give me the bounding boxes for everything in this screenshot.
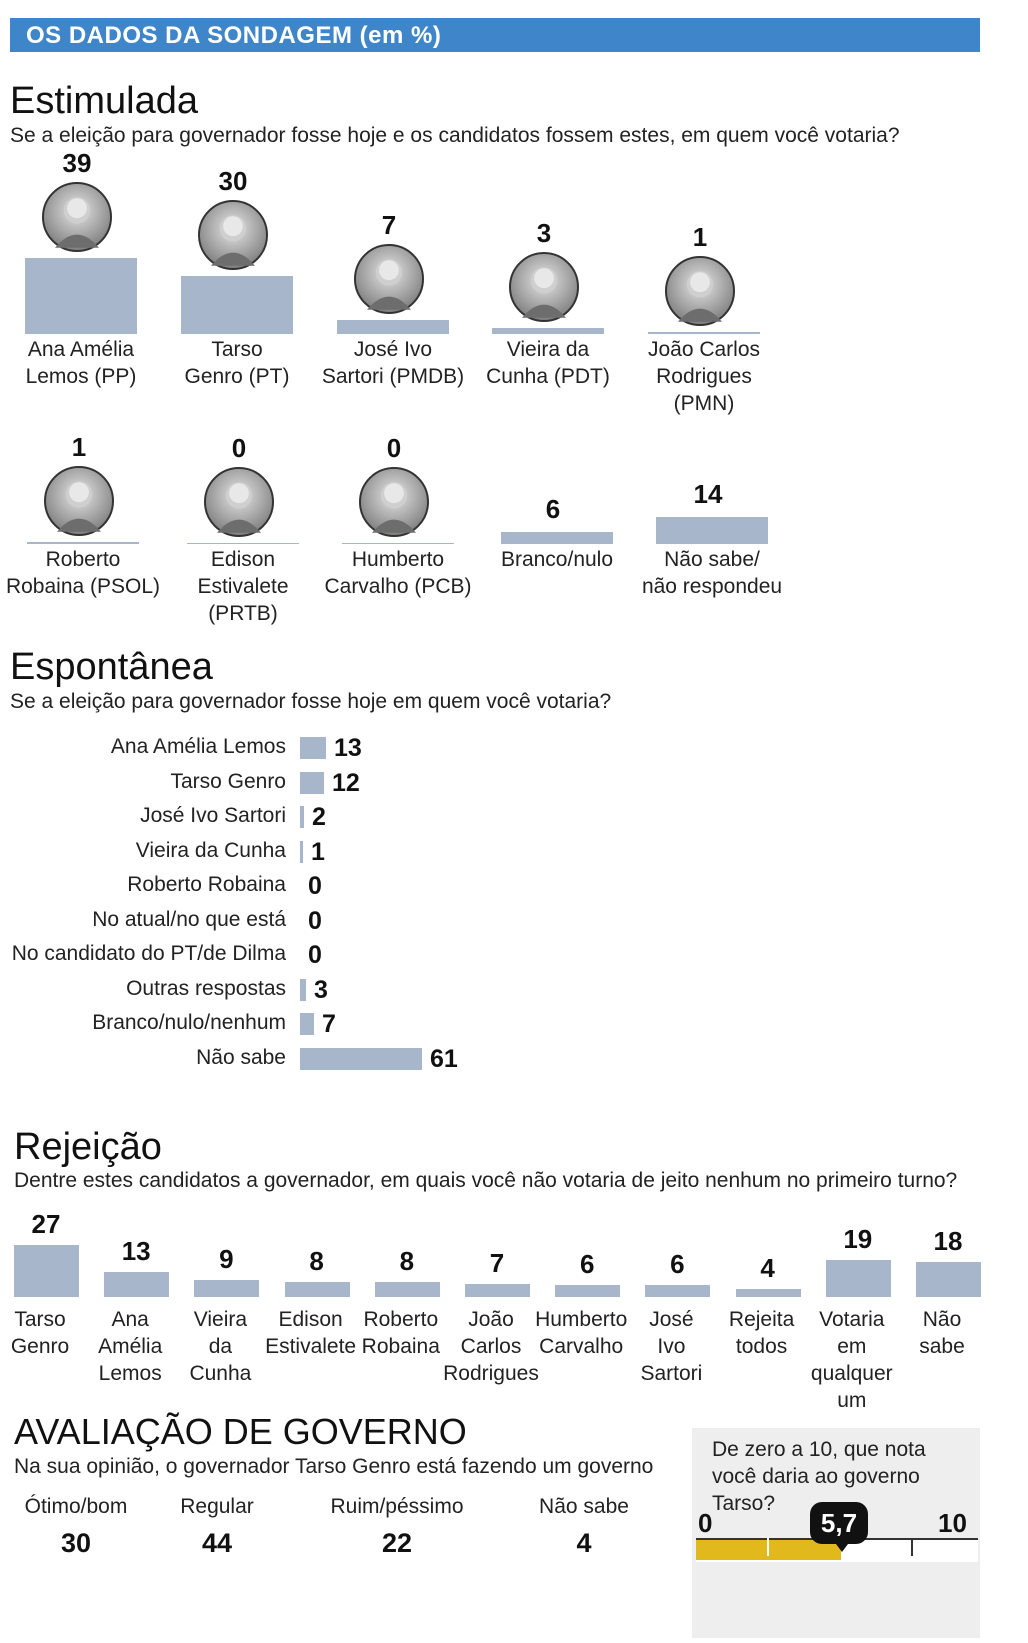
rejeicao-label: Votaria em qualquer um xyxy=(810,1308,893,1412)
estimulada-bar xyxy=(501,532,613,544)
estimulada-bar xyxy=(337,320,449,334)
rejeicao-label: Não sabe xyxy=(919,1308,965,1358)
espontanea-label: No candidato do PT/de Dilma xyxy=(11,942,286,965)
rejeicao-value: 18 xyxy=(933,1226,963,1257)
espontanea-label: Outras respostas xyxy=(126,976,286,1000)
candidate-photo xyxy=(665,256,735,326)
espontanea-label: Não sabe xyxy=(196,1045,286,1069)
rejeicao-value: 6 xyxy=(579,1249,595,1280)
rejeicao-label: Edison Estivalete xyxy=(265,1308,357,1358)
estimulada-label: Ana Amélia Lemos (PP) xyxy=(25,338,137,388)
rejeicao-label: Roberto Robaina xyxy=(361,1308,440,1358)
rejeicao-bar xyxy=(465,1284,530,1297)
rejeicao-value: 6 xyxy=(670,1249,685,1280)
scale-tick xyxy=(767,1538,769,1556)
rejeicao-value: 19 xyxy=(843,1224,873,1255)
candidate-photo xyxy=(198,200,268,270)
rejeicao-bar xyxy=(14,1245,79,1297)
espontanea-value: 1 xyxy=(311,837,325,866)
espontanea-value: 0 xyxy=(308,906,322,935)
espontanea-label: Tarso Genro xyxy=(170,769,286,793)
rejeicao-value: 13 xyxy=(121,1235,151,1266)
estimulada-question: Se a eleição para governador fosse hoje e os candidatos fossem estes, em quem você votaria? xyxy=(10,124,900,147)
espontanea-label: José Ivo Sartori xyxy=(140,804,286,827)
estimulada-label: Não sabe/ não respondeu xyxy=(641,548,783,598)
espontanea-value: 61 xyxy=(430,1044,458,1073)
rejeicao-value: 8 xyxy=(399,1245,415,1276)
scale-max: 10 xyxy=(938,1508,967,1538)
rejeicao-label: Humberto Carvalho xyxy=(535,1308,628,1358)
estimulada-title: Estimulada xyxy=(10,80,198,122)
rejeicao-label: Vieira da Cunha xyxy=(189,1308,252,1385)
rejeicao-value: 8 xyxy=(309,1245,324,1276)
candidate-photo xyxy=(509,252,579,322)
rejeicao-bar xyxy=(645,1285,710,1297)
header-title: OS DADOS DA SONDAGEM (em %) xyxy=(26,22,442,49)
espontanea-bar xyxy=(300,772,324,794)
rejeicao-bar xyxy=(826,1260,891,1297)
rejeicao-question: Dentre estes candidatos a governador, em quais você não votaria de jeito nenhum no primeiro turno? xyxy=(14,1169,958,1192)
espontanea-label: Ana Amélia Lemos xyxy=(110,735,286,758)
rejeicao-bar xyxy=(736,1289,801,1297)
espontanea-label: Vieira da Cunha xyxy=(135,838,286,862)
espontanea-value: 7 xyxy=(322,1010,336,1038)
rejeicao-bar xyxy=(916,1262,981,1297)
rejeicao-value: 4 xyxy=(760,1253,775,1284)
estimulada-bar xyxy=(342,543,454,545)
estimulada-value: 39 xyxy=(62,148,92,178)
estimulada-value: 3 xyxy=(536,218,552,249)
estimulada-label: José Ivo Sartori (PMDB) xyxy=(321,338,465,388)
rejeicao-title: Rejeição xyxy=(14,1126,162,1168)
grade-pointer xyxy=(836,1544,848,1552)
estimulada-label: Tarso Genro (PT) xyxy=(184,338,290,388)
evaluation-value: 22 xyxy=(381,1528,413,1558)
estimulada-value: 6 xyxy=(545,494,561,525)
estimulada-value: 14 xyxy=(693,478,723,509)
espontanea-value: 0 xyxy=(308,872,322,900)
scale-tick xyxy=(911,1538,913,1556)
evaluation-category: Ótimo/bom xyxy=(24,1495,128,1518)
espontanea-label: No atual/no que está xyxy=(92,907,286,931)
espontanea-label: Branco/nulo/nenhum xyxy=(92,1011,286,1034)
estimulada-label: Edison Estivalete (PRTB) xyxy=(197,548,289,625)
candidate-photo xyxy=(42,182,112,252)
espontanea-question: Se a eleição para governador fosse hoje em quem você votaria? xyxy=(10,690,612,713)
scale-min: 0 xyxy=(698,1508,713,1538)
rejeicao-bar xyxy=(285,1282,350,1297)
candidate-photo xyxy=(44,466,114,536)
estimulada-bar xyxy=(25,258,137,334)
estimulada-label: Humberto Carvalho (PCB) xyxy=(324,548,472,598)
rejeicao-bar xyxy=(555,1285,620,1297)
estimulada-label: João Carlos Rodrigues (PMN) xyxy=(647,338,761,415)
estimulada-value: 0 xyxy=(386,432,402,463)
espontanea-bar xyxy=(300,806,304,828)
rejeicao-label: Tarso Genro xyxy=(10,1308,70,1358)
estimulada-bar xyxy=(656,517,768,544)
estimulada-label: Roberto Robaina (PSOL) xyxy=(5,548,161,598)
estimulada-value: 1 xyxy=(71,432,87,463)
evaluation-value: 4 xyxy=(576,1528,592,1558)
rejeicao-label: João Carlos Rodrigues xyxy=(443,1308,539,1385)
rejeicao-label: José Ivo Sartori xyxy=(640,1308,703,1385)
espontanea-value: 2 xyxy=(312,803,326,831)
estimulada-value: 0 xyxy=(231,432,247,463)
estimulada-bar xyxy=(27,542,139,544)
evaluation-category: Regular xyxy=(180,1495,254,1518)
candidate-photo xyxy=(354,244,424,314)
rejeicao-bar xyxy=(104,1272,169,1297)
espontanea-bar xyxy=(300,1048,422,1070)
espontanea-value: 13 xyxy=(334,734,362,762)
espontanea-value: 0 xyxy=(308,941,322,969)
rejeicao-bar xyxy=(375,1282,440,1297)
evaluation-category: Ruim/péssimo xyxy=(330,1495,464,1518)
evaluation-category: Não sabe xyxy=(539,1495,629,1518)
estimulada-value: 7 xyxy=(381,210,397,241)
rejeicao-value: 9 xyxy=(219,1243,234,1274)
espontanea-value: 3 xyxy=(314,975,328,1004)
rejeicao-value: 7 xyxy=(489,1247,505,1278)
espontanea-bar xyxy=(300,1013,314,1035)
evaluation-value: 44 xyxy=(201,1528,233,1558)
estimulada-value: 1 xyxy=(692,222,708,253)
avaliacao-title: AVALIAÇÃO DE GOVERNO xyxy=(14,1411,467,1452)
rejeicao-label: Rejeita todos xyxy=(728,1308,795,1358)
espontanea-label: Roberto Robaina xyxy=(127,873,286,896)
espontanea-value: 12 xyxy=(332,768,360,797)
estimulada-bar xyxy=(187,543,299,545)
estimulada-label: Vieira da Cunha (PDT) xyxy=(486,338,610,388)
avaliacao-question: Na sua opinião, o governador Tarso Genro está fazendo um governo xyxy=(14,1455,654,1478)
estimulada-label: Branco/nulo xyxy=(500,548,614,571)
espontanea-bar xyxy=(300,979,306,1001)
grade-question: De zero a 10, que nota você daria ao governo Tarso? xyxy=(712,1438,926,1515)
estimulada-bar xyxy=(492,328,604,334)
rejeicao-value: 27 xyxy=(31,1209,61,1239)
rejeicao-bar xyxy=(194,1280,259,1297)
candidate-photo xyxy=(204,467,274,537)
espontanea-bar xyxy=(300,841,303,863)
espontanea-bar xyxy=(300,737,326,759)
candidate-photo xyxy=(359,467,429,537)
evaluation-value: 30 xyxy=(60,1528,92,1558)
grade-value: 5,7 xyxy=(810,1502,868,1544)
estimulada-value: 30 xyxy=(218,165,248,196)
rejeicao-label: Ana Amélia Lemos xyxy=(98,1308,163,1385)
espontanea-title: Espontânea xyxy=(10,646,213,688)
estimulada-bar xyxy=(648,332,760,334)
estimulada-bar xyxy=(181,276,293,334)
